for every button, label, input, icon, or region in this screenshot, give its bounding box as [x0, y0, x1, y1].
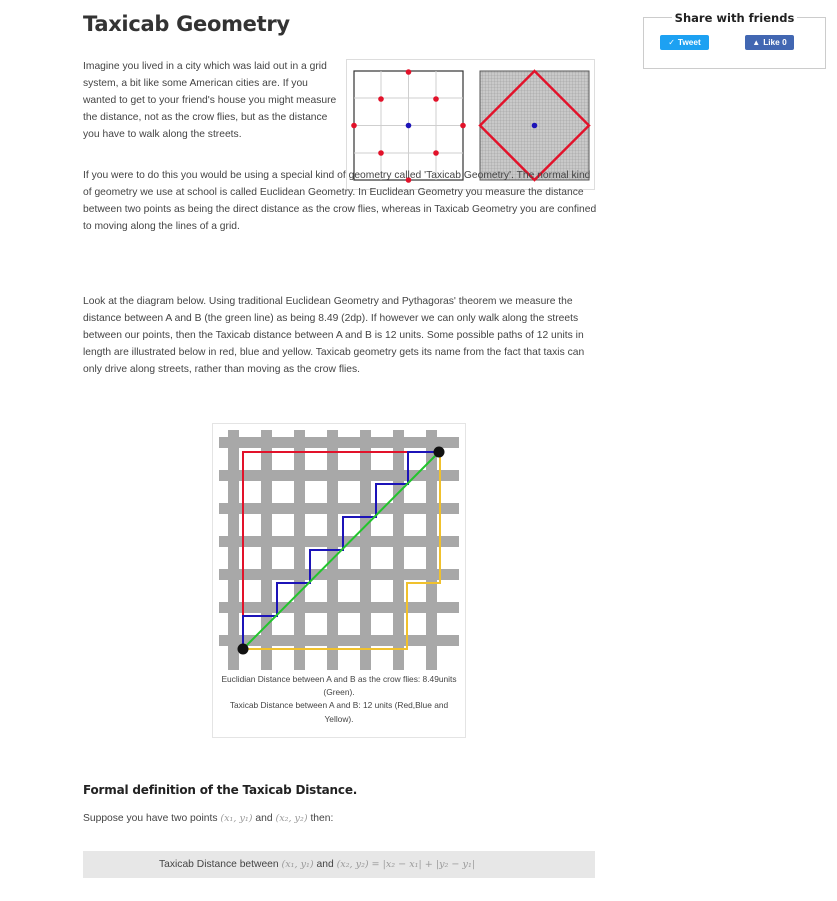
formula-prefix: Taxicab Distance between	[159, 859, 279, 870]
formal-definition-heading: Formal definition of the Taxicab Distance.	[83, 783, 358, 797]
taxicab-circle-diagram	[480, 71, 589, 180]
suppose-and: and	[255, 813, 273, 824]
share-widget	[643, 11, 826, 69]
figure-caption	[221, 673, 457, 726]
facebook-like-button[interactable]	[745, 35, 794, 50]
diagram-explanation-paragraph: Look at the diagram below. Using traditional Euclidean Geometry and Pythagoras' theorem we measure the distance between A and B (the green line) as being 8.49 (2dp). If however we can only walk along the streets between our points, then the Taxicab distance between A and B is 12 units. Some possible paths of 12 units in length are illustrated below in red, blue and yellow. Taxicab geometry gets its name from the fact that taxis can only drive along streets, rather than moving as the crow flies.	[83, 296, 585, 375]
formula-expression: = |x₂ − x₁| + |y₂ − y₁|	[371, 859, 476, 870]
share-title: Share with friends	[644, 9, 825, 27]
taxicab-points-grid	[351, 69, 466, 183]
formula-point-2: (x₂, y₂)	[336, 859, 369, 870]
tweet-label: Tweet	[677, 37, 701, 47]
taxicab-formula	[159, 856, 475, 873]
page-title: Taxicab Geometry	[83, 12, 290, 36]
figure-caption-euclidean: Euclidian Distance between A and B as the crow flies: 8.49units (Green).	[221, 674, 457, 698]
figure-caption-taxicab: Taxicab Distance between A and B: 12 units (Red,Blue and Yellow).	[229, 700, 449, 724]
twitter-bird-icon: ✓	[668, 38, 675, 47]
taxicab-paths-figure	[212, 423, 466, 738]
suppose-prefix: Suppose you have two points	[83, 813, 218, 824]
formula-and: and	[316, 859, 334, 870]
taxicab-intro-paragraph: If you were to do this you would be using a special kind of geometry called 'Taxicab Geometry'. The normal kind of geometry we use at school is called Euclidean Geometry. In Euclidean Geometry you measure the distance between two points as being the direct distance as the crow flies, whereas in Taxicab Geometry you are confined to moving along the lines of a grid.	[83, 170, 597, 232]
suppose-suffix: then:	[310, 813, 334, 824]
like-label: Like 0	[763, 37, 787, 47]
point-b-marker	[434, 447, 445, 458]
intro-paragraph: Imagine you lived in a city which was laid out in a grid system, a bit like some American cities are. If you wanted to get to your friend's house you might measure the distance, not as the crow flies, but as the distance you have to walk along the streets.	[83, 61, 337, 140]
thumbs-up-icon: ▲	[752, 38, 761, 47]
formula-box	[83, 851, 595, 878]
taxicab-paths-diagram	[218, 429, 460, 671]
point-a-marker	[238, 644, 249, 655]
point-1-math: (x₁, y₁)	[220, 813, 253, 824]
suppose-sentence	[83, 810, 333, 827]
tweet-button[interactable]	[660, 35, 709, 50]
point-2-math: (x₂, y₂)	[275, 813, 308, 824]
formula-point-1: (x₁, y₁)	[281, 859, 314, 870]
